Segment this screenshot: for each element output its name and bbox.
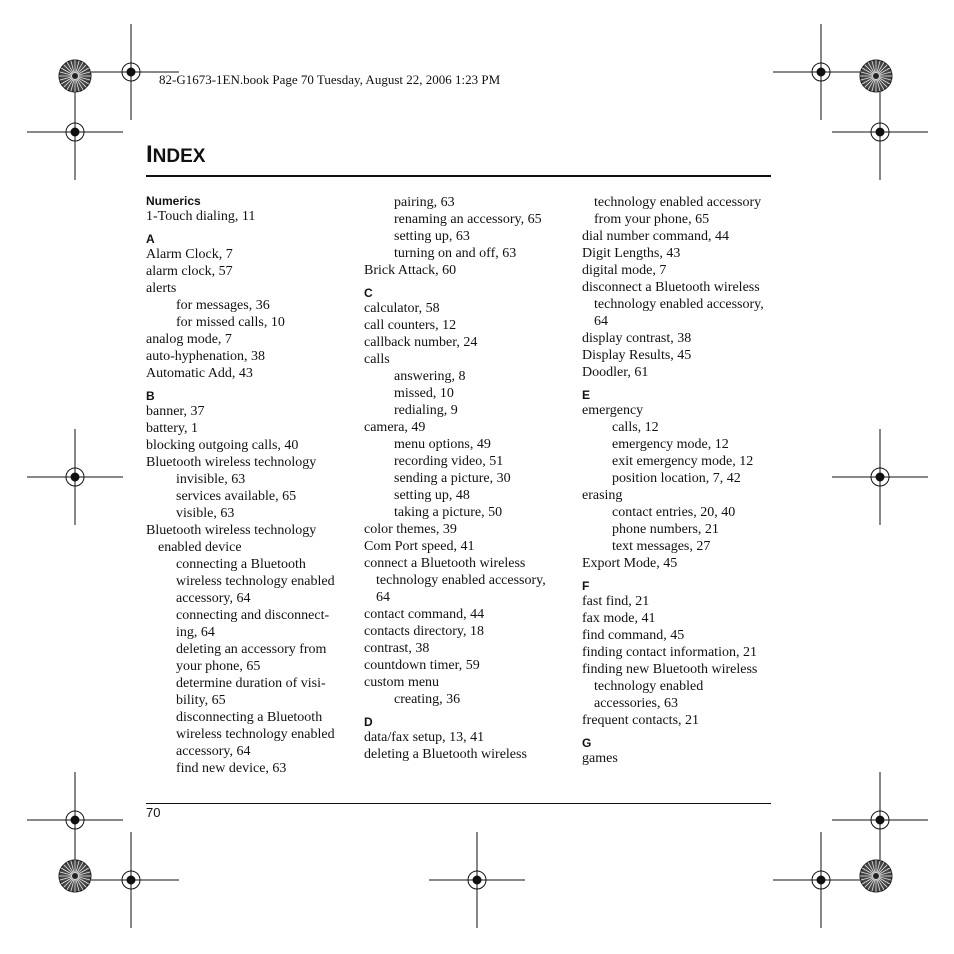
index-entry: camera, 49 [364, 420, 426, 435]
index-subentry: bility, 65 [176, 693, 226, 708]
index-subentry: sending a picture, 30 [394, 471, 511, 486]
index-entry: alarm clock, 57 [146, 264, 233, 279]
index-entry: Display Results, 45 [582, 348, 692, 363]
index-entry: digital mode, 7 [582, 263, 667, 278]
index-entry: auto-hyphenation, 38 [146, 349, 265, 364]
index-subentry: connecting and disconnect- [176, 608, 330, 623]
index-subentry: turning on and off, 63 [394, 246, 517, 261]
index-entry: contacts directory, 18 [364, 624, 484, 639]
index-subentry: disconnecting a Bluetooth [176, 710, 323, 725]
index-entry: color themes, 39 [364, 522, 457, 537]
page-title [146, 143, 205, 167]
index-entry: enabled device [158, 540, 242, 555]
index-entry: Bluetooth wireless technology [146, 455, 317, 470]
index-subentry: setting up, 48 [394, 488, 470, 503]
index-subentry: for missed calls, 10 [176, 315, 285, 330]
index-subentry: setting up, 63 [394, 229, 470, 244]
index-subentry: redialing, 9 [394, 403, 458, 418]
index-entry: fax mode, 41 [582, 611, 656, 626]
index-entry: battery, 1 [146, 421, 198, 436]
index-subentry: find new device, 63 [176, 761, 287, 776]
index-section-letter: Numerics [146, 194, 201, 208]
index-entry: finding new Bluetooth wireless [582, 662, 758, 677]
index-entry: analog mode, 7 [146, 332, 232, 347]
index-subentry: invisible, 63 [176, 472, 246, 487]
index-subentry: services available, 65 [176, 489, 297, 504]
index-entry: blocking outgoing calls, 40 [146, 438, 299, 453]
color-bar-target [59, 860, 91, 892]
index-entry: Export Mode, 45 [582, 556, 678, 571]
index-column-1 [146, 194, 341, 777]
index-subentry: wireless technology enabled [176, 727, 335, 742]
index-subentry: wireless technology enabled [176, 574, 335, 589]
index-section-letter: A [146, 232, 155, 246]
index-subentry: accessory, 64 [176, 591, 251, 606]
index-column-2 [364, 194, 559, 763]
registration-mark [773, 832, 869, 928]
index-subentry: position location, 7, 42 [612, 471, 741, 486]
index-subentry: contact entries, 20, 40 [612, 505, 736, 520]
index-entry: call counters, 12 [364, 318, 457, 333]
index-entry: finding contact information, 21 [582, 645, 757, 660]
color-bar-target [860, 60, 892, 92]
index-subentry: visible, 63 [176, 506, 235, 521]
index-entry: countdown timer, 59 [364, 658, 480, 673]
index-entry: technology enabled accessory, [376, 573, 546, 588]
index-subentry: exit emergency mode, 12 [612, 454, 754, 469]
index-entry: Com Port speed, 41 [364, 539, 475, 554]
index-entry: alerts [146, 281, 177, 296]
index-entry: contact command, 44 [364, 607, 485, 622]
index-entry: Bluetooth wireless technology [146, 523, 317, 538]
index-entry: contrast, 38 [364, 641, 430, 656]
index-subentry: calls, 12 [612, 420, 659, 435]
index-entry: emergency [582, 403, 644, 418]
index-entry: Brick Attack, 60 [364, 263, 457, 278]
index-section-letter: F [582, 579, 590, 593]
index-entry: deleting a Bluetooth wireless [364, 747, 527, 762]
index-subentry: emergency mode, 12 [612, 437, 729, 452]
index-section-letter: G [582, 736, 592, 750]
registration-mark [832, 772, 928, 868]
index-entry: callback number, 24 [364, 335, 478, 350]
index-subentry: menu options, 49 [394, 437, 491, 452]
index-entry: data/fax setup, 13, 41 [364, 730, 485, 745]
index-subentry: text messages, 27 [612, 539, 711, 554]
index-subentry: recording video, 51 [394, 454, 504, 469]
index-entry: Doodler, 61 [582, 365, 649, 380]
index-entry: fast find, 21 [582, 594, 650, 609]
index-entry: 64 [594, 314, 608, 329]
index-entry: calculator, 58 [364, 301, 440, 316]
index-entry: banner, 37 [146, 404, 205, 419]
index-entry: calls [364, 352, 390, 367]
index-subentry: determine duration of visi- [176, 676, 326, 691]
index-section-letter: D [364, 715, 373, 729]
index-entry: display contrast, 38 [582, 331, 692, 346]
registration-mark [27, 84, 123, 180]
index-entry: dial number command, 44 [582, 229, 729, 244]
index-section-letter: C [364, 286, 373, 300]
index-section-letter: E [582, 388, 591, 402]
index-subentry: for messages, 36 [176, 298, 270, 313]
registration-mark [832, 429, 928, 525]
registration-mark [27, 772, 123, 868]
index-entry: Digit Lengths, 43 [582, 246, 681, 261]
index-subentry: phone numbers, 21 [612, 522, 719, 537]
index-entry: 64 [376, 590, 390, 605]
index-section-letter: B [146, 389, 155, 403]
index-entry: games [582, 751, 618, 766]
title-initial: I [146, 141, 153, 168]
index-entry: Alarm Clock, 7 [146, 247, 233, 262]
index-subentry: taking a picture, 50 [394, 505, 503, 520]
index-subentry: ing, 64 [176, 625, 215, 640]
index-entry: erasing [582, 488, 623, 503]
index-subentry: your phone, 65 [176, 659, 261, 674]
index-entry: custom menu [364, 675, 440, 690]
index-subentry: creating, 36 [394, 692, 461, 707]
index-entry: technology enabled accessory, [594, 297, 764, 312]
registration-mark [27, 429, 123, 525]
index-subentry: deleting an accessory from [176, 642, 327, 657]
title-rest: NDEX [152, 146, 206, 167]
index-entry: disconnect a Bluetooth wireless [582, 280, 760, 295]
title-rule [146, 175, 771, 177]
registration-mark [429, 832, 525, 928]
page-number: 70 [146, 805, 161, 820]
footer-rule [146, 803, 771, 804]
index-entry: frequent contacts, 21 [582, 713, 700, 728]
registration-mark [83, 832, 179, 928]
index-entry: 1-Touch dialing, 11 [146, 209, 256, 224]
index-entry: connect a Bluetooth wireless [364, 556, 526, 571]
index-column-3 [582, 194, 777, 767]
index-subentry: connecting a Bluetooth [176, 557, 306, 572]
index-entry: Automatic Add, 43 [146, 366, 253, 381]
index-entry: accessories, 63 [594, 696, 678, 711]
registration-mark [773, 24, 869, 120]
registration-mark [832, 84, 928, 180]
index-entry: from your phone, 65 [594, 212, 710, 227]
index-subentry: pairing, 63 [394, 195, 455, 210]
index-subentry: answering, 8 [394, 369, 466, 384]
index-entry: technology enabled [594, 679, 704, 694]
color-bar-target [860, 860, 892, 892]
index-entry: technology enabled accessory [594, 195, 762, 210]
color-bar-target [59, 60, 91, 92]
index-subentry: missed, 10 [394, 386, 454, 401]
running-head: 82-G1673-1EN.book Page 70 Tuesday, August 22, 2006 1:23 PM [159, 72, 501, 87]
index-entry: find command, 45 [582, 628, 685, 643]
index-subentry: accessory, 64 [176, 744, 251, 759]
index-subentry: renaming an accessory, 65 [394, 212, 542, 227]
